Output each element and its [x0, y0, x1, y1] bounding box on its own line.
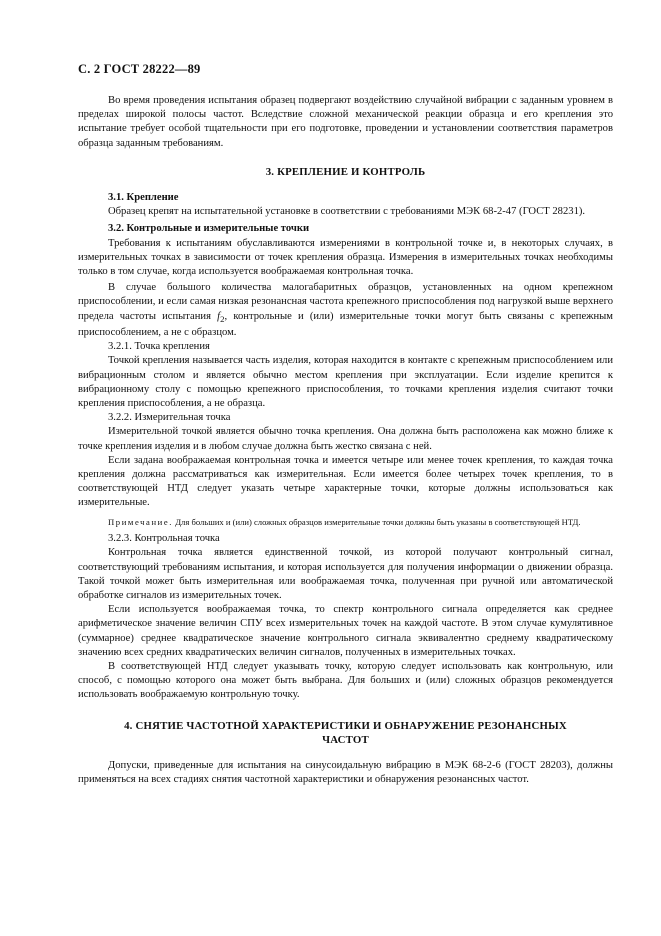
page-content: [78, 94, 613, 787]
section-4-title: [78, 719, 613, 747]
subsection-3-1-text: Образец крепят на испытательной установке в соответствии с требованиями МЭК 68-2-47 (ГОСТ 28231).: [108, 206, 586, 218]
page-header: С. 2 ГОСТ 28222—89: [78, 62, 201, 76]
intro-paragraph: Во время проведения испытания образец подвергают воздействию случайной вибрации с заданным уровнем в пределах широкой полосы частот. Вследствие сложной механической реакции образца и его крепления это испытание требует особой тщательности при его подготовке, проведении и установлении соответствия параметров образца заданным требованиям.: [78, 95, 613, 149]
subsection-3-2-3-paragraph-1: Контрольная точка является единственной точкой, из которой получают контрольный сигнал, соответствующий требованиям испытания, и которая используется для получения информации о движении образца. Такой точкой может быть измерительная или воображаемая точка, полученная при ручной или автоматической обработке сигналов из измерительных точек.: [78, 547, 613, 601]
subsection-3-2-3-paragraph-2: Если используется воображаемая точка, то спектр контрольного сигнала определяется как среднее арифметическое значение величин СПУ всех измерительных точек на каждой частоте. В этом случае кумулятивное (суммарное) среднее квадратическое значение контрольного сигнала эквивалентно среднему квадратическому значению всех средних квадратических величин сигналов, полученных в измерительных точках.: [78, 604, 613, 658]
subsection-3-1-title: 3.1. Крепление: [108, 192, 179, 204]
subsection-3-2-paragraph-1: Требования к испытаниям обуславливаются измерениями в контрольной точке и, в некоторых случаях, в измерительных точках в зависимости от точек крепления образца. Измерения в измерительных точках необходимы только в том случае, когда используется воображаемая контрольная точка.: [78, 237, 613, 278]
section-4-title-line-2: ЧАСТОТ: [322, 733, 369, 746]
subsection-3-2-1-text: Точкой крепления называется часть изделия, которая находится в контакте с крепежным приспособлением или вибрационным столом и является обычно местом крепления при эксплуатации. Если изделие крепится к вибрационному столу с помощью крепежного приспособления, то точками крепления изделия считают точки крепления приспособления, а не образца.: [78, 355, 613, 409]
subsection-3-2-2-paragraph-2: Если задана воображаемая контрольная точка и имеется четыре или менее точек крепления, то каждая точка крепления должна рассматриваться как измерительная. Если имеется более четырех точек крепления, то в соответствующей НТД следует указать четыре характерные точки, которые должны использоваться как измерительные.: [78, 454, 613, 509]
subsection-3-2-2-paragraph-1: Измерительной точкой является обычно точка крепления. Она должна быть расположена как можно ближе к точке крепления изделия и в любом случае должна быть жестко связана с ней.: [78, 426, 613, 452]
frequency-symbol: f: [217, 310, 221, 322]
subsection-3-2-1-title: 3.2.1. Точка крепления: [108, 341, 210, 353]
subsection-3-2-2-title: 3.2.2. Измерительная точка: [108, 412, 231, 424]
paragraph-text-part: , контрольные и (или) измерительные точки могут быть связаны с крепежным приспособлением, а не с образцом.: [78, 310, 613, 338]
note-text: Для больших и (или) сложных образцов измерительные точки должны быть указаны в соответствующей НТД.: [173, 516, 581, 527]
frequency-subscript: 2: [220, 313, 225, 324]
subsection-3-2-title: 3.2. Контрольные и измерительные точки: [108, 223, 310, 235]
note-label: Примечание.: [108, 516, 174, 527]
note-paragraph: [78, 517, 613, 529]
section-4-title-line-1: 4. СНЯТИЕ ЧАСТОТНОЙ ХАРАКТЕРИСТИКИ И ОБНАРУЖЕНИЕ РЕЗОНАНСНЫХ: [124, 719, 567, 732]
section-4-text: Допуски, приведенные для испытания на синусоидальную вибрацию в МЭК 68-2-6 (ГОСТ 28203), должны применяться на всех стадиях снятия частотной характеристики и обнаружения резонансных частот.: [78, 759, 613, 786]
subsection-3-2-3-title: 3.2.3. Контрольная точка: [108, 533, 220, 545]
section-3-title: 3. КРЕПЛЕНИЕ И КОНТРОЛЬ: [265, 165, 426, 178]
subsection-3-2-paragraph-2: [78, 281, 613, 340]
subsection-3-2-3-paragraph-3: В соответствующей НТД следует указывать точку, которую следует использовать как контрольную, или способ, с помощью которого она может быть выбрана. Для больших и (или) сложных образцов рекомендуется использовать воображаемую контрольную точку.: [78, 660, 613, 701]
paragraph-text-part: В случае большого количества малогабаритных образцов, установленных на одном крепежном приспособлении, и если самая низкая резонансная частота крепежного приспособления под нагрузкой выше верхнего предела частоты испытания: [78, 282, 613, 322]
